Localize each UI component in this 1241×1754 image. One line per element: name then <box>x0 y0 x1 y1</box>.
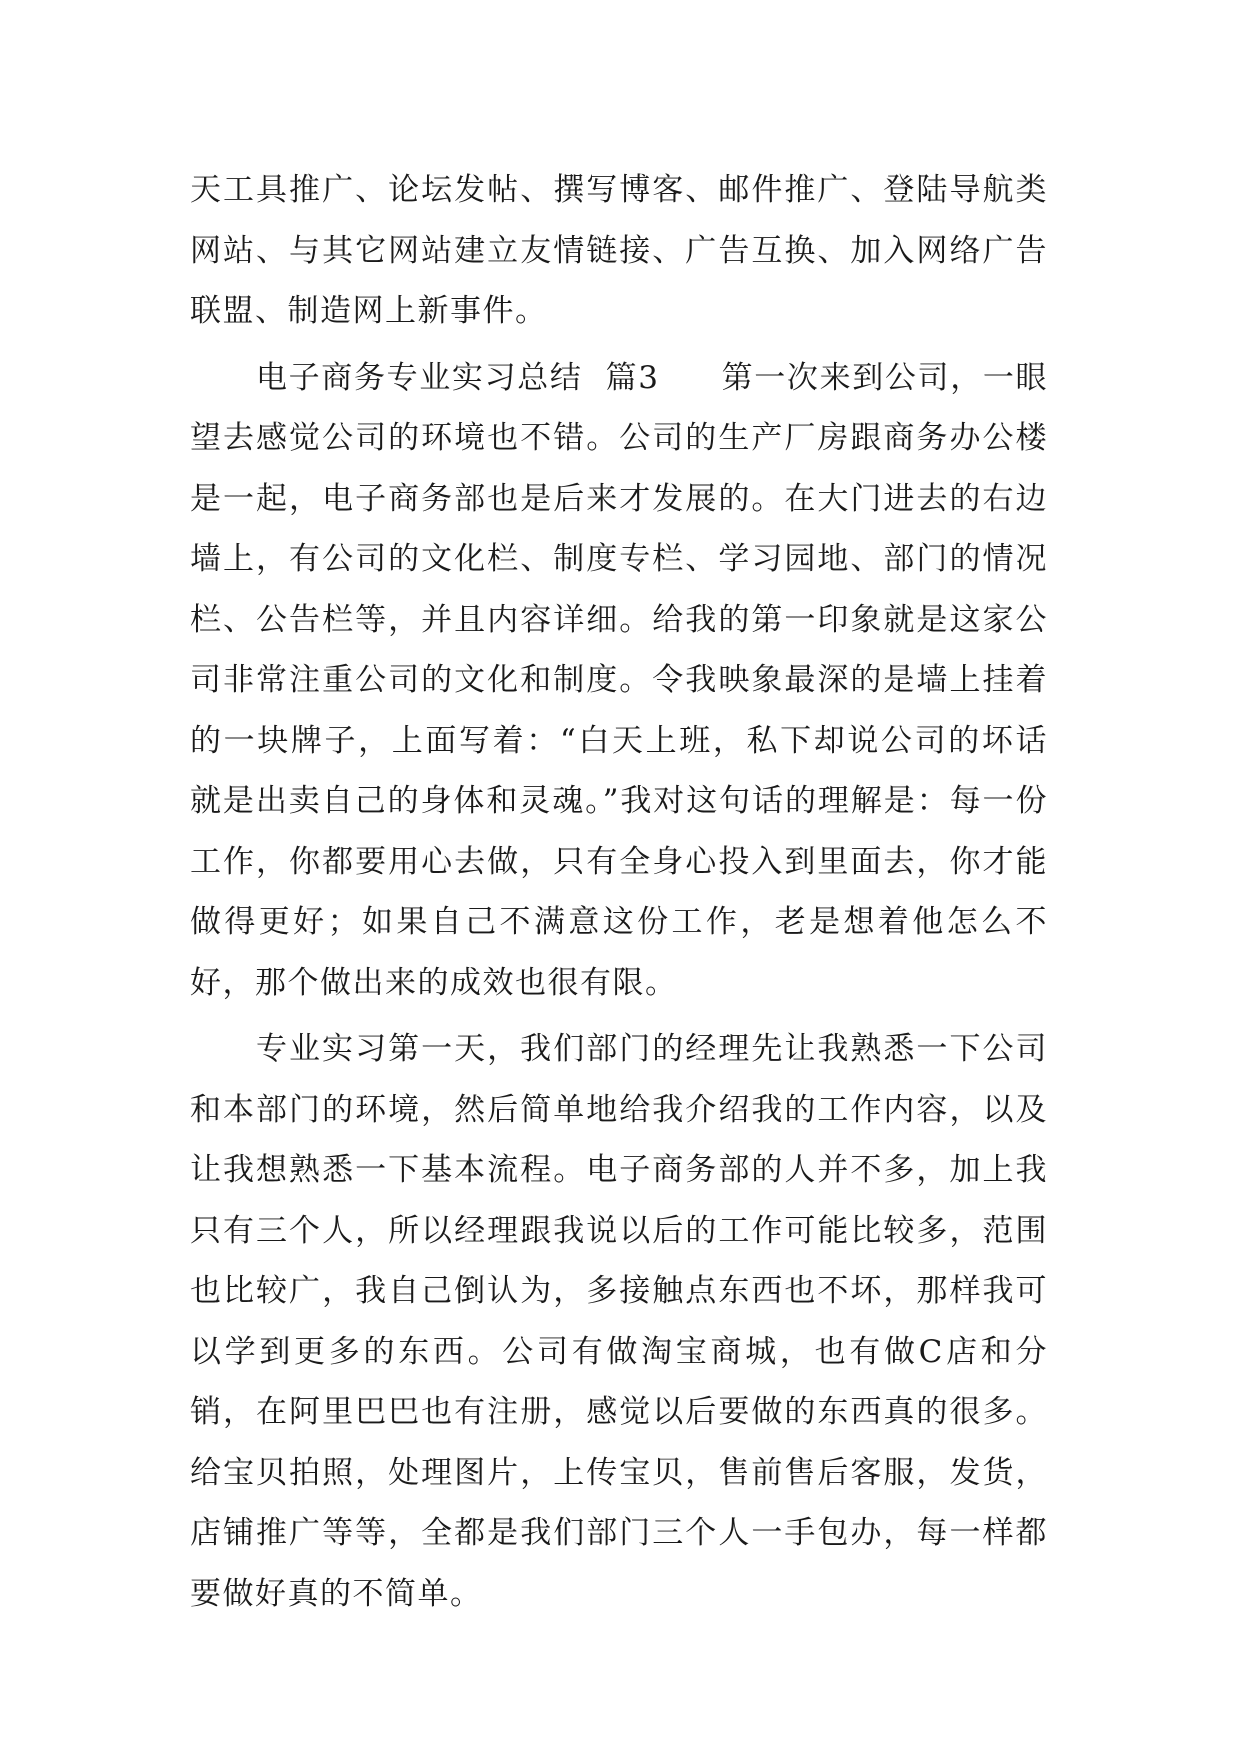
paragraph-section-3 <box>190 348 1048 1014</box>
section-3-body: 第一次来到公司，一眼望去感觉公司的环境也不错。公司的生产厂房跟商务办公楼是一起，电子商务部也是后来才发展的。在大门进去的右边墙上，有公司的文化栏、制度专栏、学习园地、部门的情况栏、公告栏等，并且内容详细。给我的第一印象就是这家公司非常注重公司的文化和制度。令我映象最深的是墙上挂着的一块牌子，上面写着：“白天上班，私下却说公司的坏话就是出卖自己的身体和灵魂。”我对这句话的理解是：每一份工作，你都要用心去做，只有全身心投入到里面去，你才能做得更好；如果自己不满意这份工作，老是想着他怎么不好，那个做出来的成效也很有限。 <box>190 359 1049 1001</box>
paragraph-first-day: 专业实习第一天，我们部门的经理先让我熟悉一下公司和本部门的环境，然后简单地给我介绍我的工作内容，以及让我想熟悉一下基本流程。电子商务部的人并不多，加上我只有三个人，所以经理跟我说以后的工作可能比较多，范围也比较广，我自己倒认为，多接触点东西也不坏，那样我可以学到更多的东西。公司有做淘宝商城，也有做C店和分销，在阿里巴巴也有注册，感觉以后要做的东西真的很多。给宝贝拍照，处理图片，上传宝贝，售前售后客服，发货，店铺推广等等，全都是我们部门三个人一手包办，每一样都要做好真的不简单。 <box>190 1031 1048 1612</box>
paragraph-continuation: 天工具推广、论坛发帖、撰写博客、邮件推广、登陆导航类网站、与其它网站建立友情链接、广告互换、加入网络广告联盟、制造网上新事件。 <box>190 172 1048 329</box>
document-body <box>190 160 1048 1624</box>
section-heading: 电子商务专业实习总结 篇3 <box>256 359 660 396</box>
